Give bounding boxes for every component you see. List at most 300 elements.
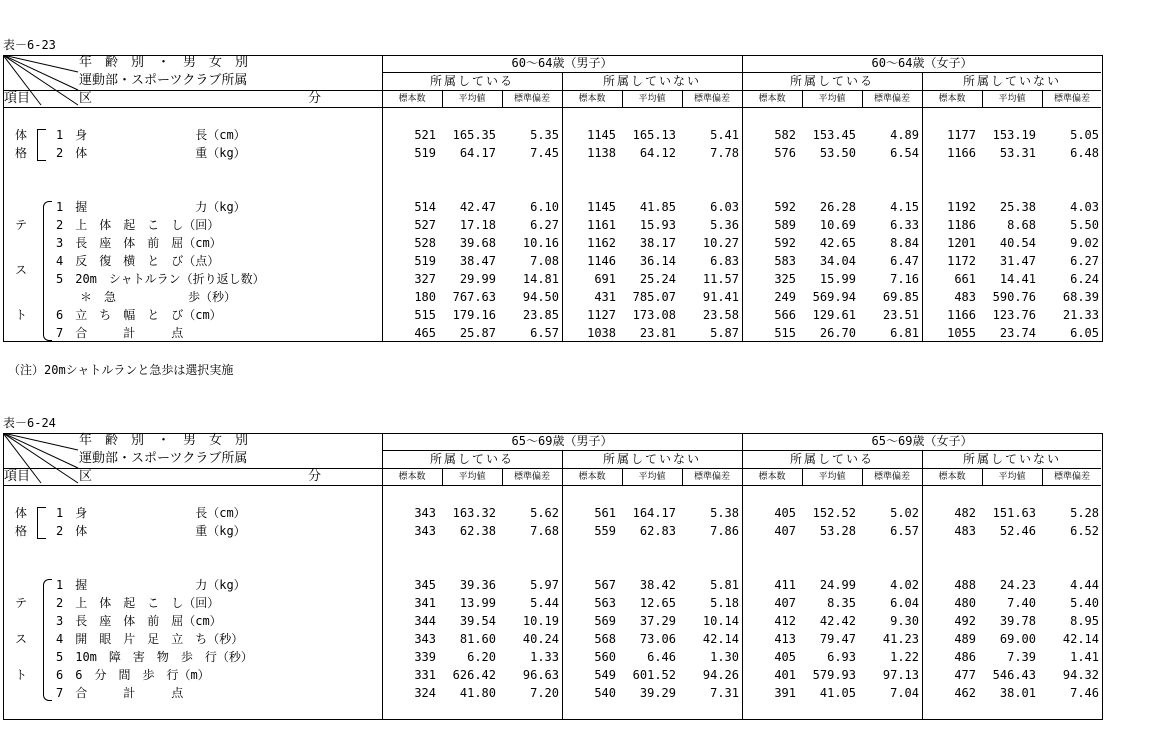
table-cell: 560 xyxy=(594,650,616,664)
stat-label: 平均値 xyxy=(638,472,666,482)
table-cell: 582 xyxy=(774,128,796,142)
table-cell: 25.24 xyxy=(639,272,676,286)
category-label-test: ト xyxy=(15,308,28,322)
table-cell: 94.50 xyxy=(522,290,559,304)
table-cell: 7.78 xyxy=(710,146,739,160)
table-cell: 25.87 xyxy=(459,326,496,340)
row-label: 6 立 ち 幅 と び（cm） xyxy=(56,308,222,322)
table-cell: 41.80 xyxy=(459,686,496,700)
table-cell: 5.18 xyxy=(710,596,739,610)
table-cell: 13.99 xyxy=(459,596,496,610)
table-cell: 179.16 xyxy=(452,308,496,322)
table-cell: 1166 xyxy=(947,308,976,322)
table-cell: 165.13 xyxy=(632,128,676,142)
table-cell: 29.99 xyxy=(459,272,496,286)
row-label: 1 握 力（kg） xyxy=(56,200,246,214)
table-cell: 42.14 xyxy=(1062,632,1099,646)
table-cell: 12.65 xyxy=(639,596,676,610)
stat-label: 標本数 xyxy=(578,472,606,482)
table-cell: 411 xyxy=(774,578,796,592)
table-cell: 26.28 xyxy=(819,200,856,214)
stat-label: 平均値 xyxy=(818,472,846,482)
stat-label: 平均値 xyxy=(998,472,1026,482)
table-cell: 249 xyxy=(774,290,796,304)
table-cell: 6.03 xyxy=(710,200,739,214)
table-cell: 129.61 xyxy=(812,308,856,322)
table-cell: 4.02 xyxy=(890,578,919,592)
table-cell: 39.54 xyxy=(459,614,496,628)
table-cell: 592 xyxy=(774,236,796,250)
table-cell: 69.85 xyxy=(882,290,919,304)
header-club: 運動部・スポーツクラブ所属 xyxy=(79,451,248,466)
category-label-test: ス xyxy=(15,632,28,646)
table-cell: 344 xyxy=(414,614,436,628)
table-cell: 21.33 xyxy=(1062,308,1099,322)
table-cell: 561 xyxy=(594,506,616,520)
table-cell: 151.63 xyxy=(992,506,1036,520)
table-cell: 153.19 xyxy=(992,128,1036,142)
table-cell: 34.04 xyxy=(819,254,856,268)
brace-body xyxy=(37,129,46,161)
brace-test xyxy=(43,579,52,701)
table-cell: 576 xyxy=(774,146,796,160)
row-label: 7 合 計 点 xyxy=(56,686,184,700)
table-cell: 592 xyxy=(774,200,796,214)
table-cell: 4.15 xyxy=(890,200,919,214)
stat-label: 平均値 xyxy=(818,94,846,104)
table-cell: 52.46 xyxy=(999,524,1036,538)
row-label: 4 開 眼 片 足 立 ち（秒） xyxy=(56,632,244,646)
table-cell: 327 xyxy=(414,272,436,286)
header-rule xyxy=(3,107,1101,108)
corner-label: 項目 xyxy=(4,469,31,484)
table-cell: 62.83 xyxy=(639,524,676,538)
table-cell: 7.20 xyxy=(530,686,559,700)
table-cell: 42.14 xyxy=(702,632,739,646)
table-cell: 785.07 xyxy=(632,290,676,304)
table-cell: 6.57 xyxy=(530,326,559,340)
stat-label: 標準偏差 xyxy=(1053,94,1090,104)
stat-label: 平均値 xyxy=(458,94,486,104)
row-label: 1 握 力（kg） xyxy=(56,578,246,592)
table-cell: 163.32 xyxy=(452,506,496,520)
table-cell: 569.94 xyxy=(812,290,856,304)
table-cell: 324 xyxy=(414,686,436,700)
table-cell: 7.16 xyxy=(890,272,919,286)
table-cell: 39.29 xyxy=(639,686,676,700)
category-label-body: 体 xyxy=(15,128,28,142)
table-cell: 566 xyxy=(774,308,796,322)
table-cell: 7.68 xyxy=(530,524,559,538)
table-cell: 5.40 xyxy=(1070,596,1099,610)
table-cell: 15.99 xyxy=(819,272,856,286)
table-cell: 11.57 xyxy=(702,272,739,286)
table-cell: 180 xyxy=(414,290,436,304)
table-cell: 91.41 xyxy=(702,290,739,304)
table-cell: 465 xyxy=(414,326,436,340)
table-cell: 23.58 xyxy=(702,308,739,322)
header-rule xyxy=(3,90,1101,91)
row-label: 5 20m シャトルラン（折り返し数） xyxy=(56,272,265,286)
table-cell: 96.63 xyxy=(522,668,559,682)
table-cell: 6.27 xyxy=(1070,254,1099,268)
row-label: 3 長 座 体 前 屈（cm） xyxy=(56,614,222,628)
table-cell: 519 xyxy=(414,146,436,160)
table-cell: 6.83 xyxy=(710,254,739,268)
category-label-test: テ xyxy=(15,218,28,232)
table-cell: 6.05 xyxy=(1070,326,1099,340)
category-label-body: 格 xyxy=(15,146,28,160)
table-cell: 519 xyxy=(414,254,436,268)
header-rule xyxy=(3,468,1101,469)
subgroup-header: 所属していない xyxy=(962,452,1061,466)
header-category-right: 分 xyxy=(308,469,322,484)
table-cell: 64.17 xyxy=(459,146,496,160)
table-cell: 483 xyxy=(954,524,976,538)
table-cell: 563 xyxy=(594,596,616,610)
table-cell: 343 xyxy=(414,632,436,646)
table-cell: 17.18 xyxy=(459,218,496,232)
table-cell: 1145 xyxy=(587,200,616,214)
table-cell: 413 xyxy=(774,632,796,646)
table-cell: 5.28 xyxy=(1070,506,1099,520)
header-age-sex: 年 齢 別 ・ 男 女 別 xyxy=(79,55,249,70)
table-cell: 407 xyxy=(774,596,796,610)
header-category-left: 区 xyxy=(79,469,93,484)
table-cell: 339 xyxy=(414,650,436,664)
table-cell: 40.54 xyxy=(999,236,1036,250)
table-cell: 6.04 xyxy=(890,596,919,610)
table-cell: 1146 xyxy=(587,254,616,268)
table-cell: 8.35 xyxy=(827,596,856,610)
table-cell: 68.39 xyxy=(1062,290,1099,304)
stat-label: 標本数 xyxy=(758,94,786,104)
corner-label: 項目 xyxy=(4,91,31,106)
row-label: 5 10m 障 害 物 歩 行（秒） xyxy=(56,650,253,664)
table-cell: 492 xyxy=(954,614,976,628)
stat-label: 標準偏差 xyxy=(873,472,910,482)
table-cell: 64.12 xyxy=(639,146,676,160)
header-age-sex: 年 齢 別 ・ 男 女 別 xyxy=(79,433,249,448)
table-cell: 540 xyxy=(594,686,616,700)
table-cell: 7.40 xyxy=(1007,596,1036,610)
table-cell: 486 xyxy=(954,650,976,664)
table-cell: 1162 xyxy=(587,236,616,250)
table-cell: 5.41 xyxy=(710,128,739,142)
table-cell: 8.68 xyxy=(1007,218,1036,232)
table-cell: 579.93 xyxy=(812,668,856,682)
brace-body xyxy=(37,507,46,539)
table-cell: 6.52 xyxy=(1070,524,1099,538)
table-cell: 691 xyxy=(594,272,616,286)
table-cell: 39.36 xyxy=(459,578,496,592)
table-cell: 79.47 xyxy=(819,632,856,646)
table-cell: 514 xyxy=(414,200,436,214)
table-cell: 14.41 xyxy=(999,272,1036,286)
row-label: 1 身 長（cm） xyxy=(56,506,246,520)
table-cell: 1172 xyxy=(947,254,976,268)
table-note: （注）20mシャトルランと急歩は選択実施 xyxy=(8,363,234,377)
stat-label: 標準偏差 xyxy=(1053,472,1090,482)
table-cell: 4.44 xyxy=(1070,578,1099,592)
table-cell: 462 xyxy=(954,686,976,700)
table-cell: 14.81 xyxy=(522,272,559,286)
table-cell: 1177 xyxy=(947,128,976,142)
stat-label: 標準偏差 xyxy=(513,94,550,104)
table-cell: 23.74 xyxy=(999,326,1036,340)
stat-label: 標準偏差 xyxy=(693,94,730,104)
subgroup-header: 所属していない xyxy=(602,74,701,88)
table-cell: 23.81 xyxy=(639,326,676,340)
table-cell: 1055 xyxy=(947,326,976,340)
row-label: 2 体 重（kg） xyxy=(56,146,246,160)
table-cell: 601.52 xyxy=(632,668,676,682)
table-cell: 7.31 xyxy=(710,686,739,700)
table-cell: 515 xyxy=(414,308,436,322)
stat-label: 標本数 xyxy=(758,472,786,482)
table-cell: 569 xyxy=(594,614,616,628)
table-cell: 5.05 xyxy=(1070,128,1099,142)
stat-label: 平均値 xyxy=(638,94,666,104)
stat-label: 標準偏差 xyxy=(513,472,550,482)
table-cell: 23.85 xyxy=(522,308,559,322)
table-cell: 345 xyxy=(414,578,436,592)
table-cell: 1.22 xyxy=(890,650,919,664)
table-cell: 7.39 xyxy=(1007,650,1036,664)
table-cell: 488 xyxy=(954,578,976,592)
stat-label: 平均値 xyxy=(458,472,486,482)
header-rule xyxy=(3,485,1101,486)
stat-label: 平均値 xyxy=(998,94,1026,104)
row-label: 2 上 体 起 こ し（回） xyxy=(56,218,220,232)
table-cell: 5.02 xyxy=(890,506,919,520)
group-header: 65～69歳（女子） xyxy=(871,434,973,448)
row-label: 4 反 復 横 と び（点） xyxy=(56,254,220,268)
table-cell: 10.69 xyxy=(819,218,856,232)
table-cell: 36.14 xyxy=(639,254,676,268)
table-cell: 164.17 xyxy=(632,506,676,520)
stat-label: 標本数 xyxy=(578,94,606,104)
table-cell: 590.76 xyxy=(992,290,1036,304)
table-cell: 589 xyxy=(774,218,796,232)
category-label-body: 体 xyxy=(15,506,28,520)
stats-table xyxy=(3,55,1103,342)
table-cell: 325 xyxy=(774,272,796,286)
table-cell: 23.51 xyxy=(882,308,919,322)
table-cell: 6.93 xyxy=(827,650,856,664)
table-cell: 6.10 xyxy=(530,200,559,214)
group-header: 60～64歳（女子） xyxy=(871,56,973,70)
table-cell: 1192 xyxy=(947,200,976,214)
header-category-right: 分 xyxy=(308,91,322,106)
table-cell: 583 xyxy=(774,254,796,268)
table-cell: 480 xyxy=(954,596,976,610)
table-cell: 1145 xyxy=(587,128,616,142)
table-cell: 412 xyxy=(774,614,796,628)
table-cell: 24.23 xyxy=(999,578,1036,592)
table-cell: 10.14 xyxy=(702,614,739,628)
table-cell: 767.63 xyxy=(452,290,496,304)
table-cell: 6.20 xyxy=(467,650,496,664)
group-header: 65～69歳（男子） xyxy=(511,434,613,448)
table-cell: 407 xyxy=(774,524,796,538)
table-cell: 41.85 xyxy=(639,200,676,214)
table-cell: 5.36 xyxy=(710,218,739,232)
table-cell: 477 xyxy=(954,668,976,682)
table-cell: 53.31 xyxy=(999,146,1036,160)
table-cell: 38.42 xyxy=(639,578,676,592)
table-cell: 62.38 xyxy=(459,524,496,538)
category-label-test: ト xyxy=(15,668,28,682)
row-label: 6 6 分 間 歩 行（m） xyxy=(56,668,210,682)
table-cell: 6.33 xyxy=(890,218,919,232)
table-cell: 7.08 xyxy=(530,254,559,268)
table-cell: 73.06 xyxy=(639,632,676,646)
table-cell: 5.62 xyxy=(530,506,559,520)
subgroup-header: 所属している xyxy=(429,452,514,466)
table-cell: 6.81 xyxy=(890,326,919,340)
subgroup-header: 所属している xyxy=(789,452,874,466)
table-cell: 482 xyxy=(954,506,976,520)
table-cell: 6.48 xyxy=(1070,146,1099,160)
table-cell: 153.45 xyxy=(812,128,856,142)
stat-label: 標本数 xyxy=(938,472,966,482)
table-cell: 6.24 xyxy=(1070,272,1099,286)
row-label: ＊ 急 歩（秒） xyxy=(56,290,237,304)
table-cell: 42.65 xyxy=(819,236,856,250)
table-cell: 546.43 xyxy=(992,668,1036,682)
table-cell: 528 xyxy=(414,236,436,250)
table-cell: 41.23 xyxy=(882,632,919,646)
table-cell: 6.57 xyxy=(890,524,919,538)
row-label: 3 長 座 体 前 屈（cm） xyxy=(56,236,222,250)
table-cell: 9.02 xyxy=(1070,236,1099,250)
table-cell: 4.03 xyxy=(1070,200,1099,214)
table-cell: 5.87 xyxy=(710,326,739,340)
table-cell: 4.89 xyxy=(890,128,919,142)
table-cell: 69.00 xyxy=(999,632,1036,646)
table-cell: 41.05 xyxy=(819,686,856,700)
stat-label: 標準偏差 xyxy=(873,94,910,104)
table-cell: 24.99 xyxy=(819,578,856,592)
row-label: 2 体 重（kg） xyxy=(56,524,246,538)
table-cell: 661 xyxy=(954,272,976,286)
table-cell: 5.35 xyxy=(530,128,559,142)
table-cell: 391 xyxy=(774,686,796,700)
table-cell: 8.84 xyxy=(890,236,919,250)
table-cell: 1186 xyxy=(947,218,976,232)
table-cell: 6.27 xyxy=(530,218,559,232)
table-cell: 559 xyxy=(594,524,616,538)
table-cell: 483 xyxy=(954,290,976,304)
table-cell: 53.28 xyxy=(819,524,856,538)
table-cell: 40.24 xyxy=(522,632,559,646)
category-label-test: ス xyxy=(15,263,28,277)
table-cell: 10.19 xyxy=(522,614,559,628)
table-cell: 53.50 xyxy=(819,146,856,160)
table-title: 表－6-23 xyxy=(3,38,56,52)
table-cell: 42.42 xyxy=(819,614,856,628)
stat-label: 標本数 xyxy=(398,94,426,104)
table-cell: 5.50 xyxy=(1070,218,1099,232)
table-cell: 8.95 xyxy=(1070,614,1099,628)
table-cell: 5.97 xyxy=(530,578,559,592)
table-cell: 97.13 xyxy=(882,668,919,682)
table-cell: 152.52 xyxy=(812,506,856,520)
table-cell: 1138 xyxy=(587,146,616,160)
table-cell: 173.08 xyxy=(632,308,676,322)
table-cell: 9.30 xyxy=(890,614,919,628)
table-cell: 515 xyxy=(774,326,796,340)
header-club: 運動部・スポーツクラブ所属 xyxy=(79,73,248,88)
table-cell: 7.45 xyxy=(530,146,559,160)
table-cell: 6.46 xyxy=(647,650,676,664)
table-cell: 405 xyxy=(774,506,796,520)
table-title: 表－6-24 xyxy=(3,416,56,430)
brace-test xyxy=(43,201,52,341)
table-cell: 5.38 xyxy=(710,506,739,520)
table-cell: 431 xyxy=(594,290,616,304)
table-cell: 10.27 xyxy=(702,236,739,250)
table-cell: 343 xyxy=(414,506,436,520)
table-cell: 7.86 xyxy=(710,524,739,538)
stats-table xyxy=(3,433,1103,720)
table-cell: 405 xyxy=(774,650,796,664)
table-cell: 165.35 xyxy=(452,128,496,142)
table-cell: 1.30 xyxy=(710,650,739,664)
table-cell: 1127 xyxy=(587,308,616,322)
table-cell: 26.70 xyxy=(819,326,856,340)
table-cell: 527 xyxy=(414,218,436,232)
table-cell: 37.29 xyxy=(639,614,676,628)
table-cell: 94.32 xyxy=(1062,668,1099,682)
table-cell: 31.47 xyxy=(999,254,1036,268)
stat-label: 標準偏差 xyxy=(693,472,730,482)
table-cell: 39.78 xyxy=(999,614,1036,628)
table-cell: 1.33 xyxy=(530,650,559,664)
table-cell: 38.01 xyxy=(999,686,1036,700)
table-cell: 568 xyxy=(594,632,616,646)
header-category-left: 区 xyxy=(79,91,93,106)
table-cell: 626.42 xyxy=(452,668,496,682)
table-cell: 549 xyxy=(594,668,616,682)
table-cell: 5.81 xyxy=(710,578,739,592)
row-label: 7 合 計 点 xyxy=(56,326,184,340)
category-label-body: 格 xyxy=(15,524,28,538)
row-label: 1 身 長（cm） xyxy=(56,128,246,142)
table-cell: 39.68 xyxy=(459,236,496,250)
category-label-test: テ xyxy=(15,596,28,610)
table-cell: 94.26 xyxy=(702,668,739,682)
table-cell: 343 xyxy=(414,524,436,538)
table-cell: 7.04 xyxy=(890,686,919,700)
table-cell: 1166 xyxy=(947,146,976,160)
table-cell: 123.76 xyxy=(992,308,1036,322)
table-cell: 341 xyxy=(414,596,436,610)
table-cell: 489 xyxy=(954,632,976,646)
row-label: 2 上 体 起 こ し（回） xyxy=(56,596,220,610)
table-cell: 401 xyxy=(774,668,796,682)
table-cell: 1038 xyxy=(587,326,616,340)
table-cell: 10.16 xyxy=(522,236,559,250)
subgroup-header: 所属している xyxy=(429,74,514,88)
table-cell: 1.41 xyxy=(1070,650,1099,664)
subgroup-header: 所属していない xyxy=(962,74,1061,88)
table-cell: 38.47 xyxy=(459,254,496,268)
group-header: 60～64歳（男子） xyxy=(511,56,613,70)
table-cell: 567 xyxy=(594,578,616,592)
stat-label: 標本数 xyxy=(938,94,966,104)
